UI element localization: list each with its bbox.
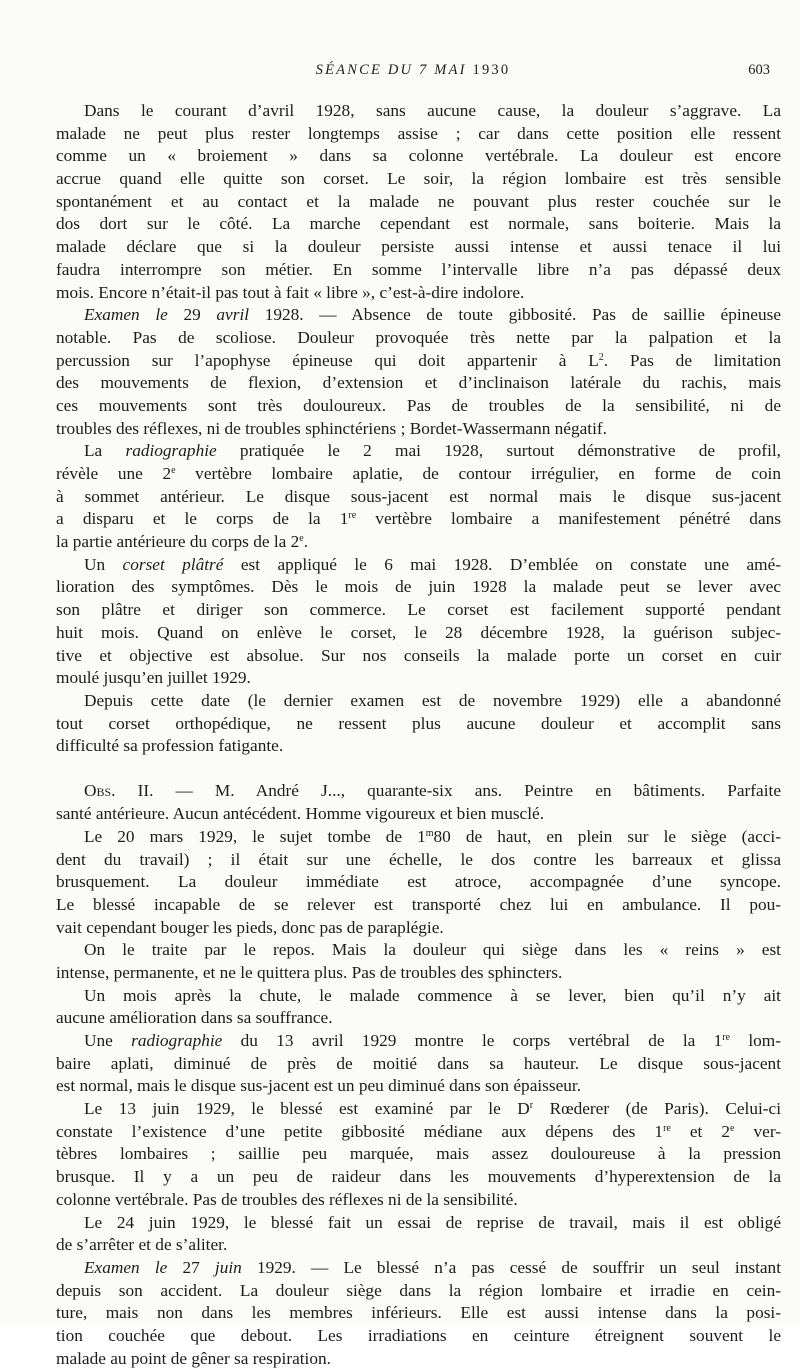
running-title [56,62,770,79]
paragraph [56,100,781,304]
text-run: des mouvements de flexion, d’extension et d’inclinaison latérale du rachis, mais [56,373,781,393]
text-run: dent du travail) ; il était sur une échelle, le dos contre les barreaux et glissa [56,849,781,869]
text-run: ture, mais non dans les membres inférieurs. Elle est aussi intense dans la posi- [56,1303,781,1323]
superscript: re [348,510,357,522]
italic-text: juin [214,1257,242,1277]
text-run: intense, permanente, et ne le quittera plus. Pas de troubles des sphincters. [56,962,563,982]
running-title-year: 1930 [472,62,511,78]
text-run: et 2 [670,1121,731,1141]
text-run: depuis son accident. La douleur siège dans la région lombaire et irradie en cein- [56,1280,781,1300]
text-line [56,463,781,486]
text-line [56,1302,781,1325]
text-line [56,236,781,259]
page-number: 603 [748,62,770,78]
text-line [56,1348,781,1370]
text-line [56,1234,781,1257]
text-line [56,1280,781,1303]
text-line [56,440,781,463]
text-run: difficulté sa profession fatigante. [56,736,284,756]
italic-text: Examen le [84,305,168,325]
text-run: accrue quand elle quitte son corset. Le soir, la région lombaire est très sensible [56,169,781,189]
text-run: vertèbre lombaire aplatie, de contour irrégulier, en forme de coin [175,464,781,483]
text-run: troubles des réflexes, ni de troubles sphinctériens ; Bordet-Wassermann négatif. [56,418,607,438]
text-line [56,985,781,1008]
italic-text: Examen le [84,1257,168,1277]
text-run: Le blessé incapable de se relever est transporté chez lui en ambulance. Il pou- [56,894,781,914]
text-run: Depuis cette date (le dernier examen est de novembre 1929) elle a abandonné [84,690,781,710]
text-run: lioration des symptômes. Dès le mois de juin 1928 la malade peut se lever avec [56,577,781,597]
italic-text: corset plâtré [122,554,224,574]
text-line [56,213,781,236]
text-run: 1928. — Absence de toute gibbosité. Pas de saillie épineuse [249,305,781,325]
text-run: moulé jusqu’en juillet 1929. [56,668,251,688]
paragraph [56,1030,781,1098]
text-line [56,145,781,168]
text-line [56,1143,781,1166]
text-run: constate l’existence d’une petite gibbosité médiane aux dépens des 1 [56,1121,664,1141]
text-line [56,894,781,917]
text-run: notable. Pas de scoliose. Douleur provoquée très nette par la palpation et la [56,327,781,347]
text-line [56,1030,781,1053]
text-line [56,667,781,690]
text-line [56,713,781,736]
text-line [56,939,781,962]
paragraph [56,440,781,553]
paragraph [56,1257,781,1370]
paragraph [56,1098,781,1211]
text-run: vait cependant bouger les pieds, donc pas de paraplégie. [56,917,444,937]
text-line [56,1053,781,1076]
text-line [56,168,781,191]
paragraph [56,304,781,440]
text-run: 29 [167,305,217,325]
text-line [56,1121,781,1144]
text-line [56,962,781,985]
text-run: vertèbre lombaire a manifestement pénétré dans [356,509,781,529]
text-line [56,645,781,668]
superscript: r [529,1100,534,1112]
text-run: santé antérieure. Aucun antécédent. Homme vigoureux et bien musclé. [56,804,545,824]
text-run: est normal, mais le disque sus-jacent est un peu diminué dans son épaisseur. [56,1076,582,1096]
text-run: à sommet antérieur. Le disque sous-jacent est normal mais le disque sus-jacent [56,486,781,506]
text-line [56,1189,781,1212]
text-run: lom- [730,1031,781,1050]
text-run: dos dort sur le côté. La marche cependant est normale, sans boiterie. Mais la [56,214,781,234]
text-line [56,917,781,940]
text-run: brusquement. La douleur immédiate est atroce, accompagnée d’une syncope. [56,872,781,892]
text-run: spontanément et au contact et la malade ne pouvant plus rester couchée sur le [56,191,781,211]
text-line [56,871,781,894]
italic-text: radiographie [125,441,217,461]
running-title-text: SÉANCE DU 7 MAI [315,62,467,78]
text-line [56,622,781,645]
text-run: mois. Encore n’était-il pas tout à fait « libre », c’est-à-dire indolore. [56,282,525,302]
text-run: faudra interrompre son métier. En somme l’intervalle libre n’a pas dépassé deux [56,259,781,279]
text-run: Rœderer (de Paris). Celui-ci [533,1099,781,1119]
text-run: malade déclare que si la douleur persiste aussi intense et aussi tenace il lui [56,237,781,257]
text-run: Le 20 mars 1929, le sujet tombe de 1 [84,826,426,846]
paragraph [56,554,781,690]
text-run: 27 [167,1257,215,1277]
text-run: malade au point de gêner sa respiration. [56,1348,331,1368]
running-head [56,62,770,82]
text-line [56,1075,781,1098]
text-line [56,372,781,395]
text-line [56,327,781,350]
text-run: Un [84,554,123,574]
text-line [56,1098,781,1121]
text-line [56,259,781,282]
text-line [56,803,781,826]
paragraph [56,985,781,1030]
text-run: Le 24 juin 1929, le blessé fait un essai de reprise de travail, mais il est obligé [84,1212,781,1232]
text-run: aucune amélioration dans sa souffrance. [56,1008,333,1028]
text-line [56,826,781,849]
paragraph [56,826,781,939]
text-run: percussion sur l’apophyse épineuse qui doit appartenir à L [56,350,599,370]
text-line [56,599,781,622]
superscript: re [663,1122,671,1134]
text-line [56,191,781,214]
text-line [56,100,781,123]
text-run: tèbres lombaires ; saillie peu marquée, mais assez douloureuse à la pression [56,1144,781,1164]
text-line [56,1257,781,1280]
text-line [56,395,781,418]
text-run: . [303,532,309,552]
text-run: On le traite par le repos. Mais la douleur qui siège dans les « reins » est [84,940,781,960]
superscript: e [299,533,304,545]
superscript: m [425,827,434,839]
superscript: e [171,465,176,476]
text-line [56,1325,781,1348]
text-run: Un mois après la chute, le malade commence à se lever, bien qu’il n’y ait [84,985,781,1005]
paragraph [56,780,781,825]
text-run: La [84,441,126,461]
text-run: ver- [734,1121,781,1141]
text-line [56,282,781,305]
text-run: a disparu et le corps de la 1 [56,509,349,529]
text-line [56,1212,781,1235]
text-run: malade ne peut plus rester longtemps assise ; car dans cette position elle ressent [56,123,781,143]
text-run: Le 13 juin 1929, le blessé est examiné par le D [84,1099,530,1119]
text-line [56,735,781,758]
paragraph [56,1212,781,1257]
text-run: tout corset orthopédique, ne ressent plus aucune douleur et accomplit sans [56,713,781,733]
italic-text: avril [216,305,250,325]
text-line [56,486,781,509]
small-caps-text: Obs. II. [84,781,154,801]
text-line [56,418,781,441]
text-run: huit mois. Quand on enlève le corset, le 28 décembre 1928, la guérison subjec- [56,622,781,642]
section-gap [56,758,781,781]
text-line [56,554,781,577]
superscript: re [722,1032,731,1043]
text-line [56,576,781,599]
text-run: Une [84,1031,132,1050]
text-line [56,123,781,146]
text-run: colonne vertébrale. Pas de troubles des réflexes ni de la sensibilité. [56,1189,518,1209]
paragraph [56,939,781,984]
text-run: tion couchée que debout. Les irradiations en ceinture étreignent souvent le [56,1325,781,1345]
text-run: révèle une 2 [56,464,172,483]
text-run: 1929. — Le blessé n’a pas cessé de souffrir un seul instant [241,1257,781,1277]
body-text [56,100,781,1370]
text-run: de s’arrêter et de s’aliter. [56,1235,228,1255]
text-run: du 13 avril 1929 montre le corps vertébral de la 1 [222,1031,723,1050]
paragraph [56,690,781,758]
superscript: 2 [598,351,604,363]
text-run: comme un « broiement » dans sa colonne vertébrale. La douleur est encore [56,146,781,166]
text-line [56,304,781,327]
text-run: la partie antérieure du corps de la 2 [56,532,300,552]
superscript: e [730,1122,735,1134]
text-run: son plâtre et diriger son commerce. Le corset est facilement supporté pendant [56,600,781,620]
text-run: baire aplati, diminué de près de moitié dans sa hauteur. Le disque sous-jacent [56,1053,781,1073]
text-run: Dans le courant d’avril 1928, sans aucune cause, la douleur s’aggrave. La [84,101,781,120]
text-line [56,1007,781,1030]
text-run: pratiquée le 2 mai 1928, surtout démonstrative de profil, [216,441,781,461]
text-line [56,531,781,554]
text-line [56,350,781,373]
text-run: — M. André J..., quarante-six ans. Peintre en bâtiments. Parfaite [153,781,781,801]
text-run: ces mouvements sont très douloureux. Pas de troubles de la sensibilité, ni de [56,395,781,415]
italic-text: radiographie [131,1031,223,1050]
text-run: brusque. Il y a un peu de raideur dans les mouvements d’hyperextension de la [56,1167,781,1187]
text-run: tive et objective est absolue. Sur nos conseils la malade porte un corset en cuir [56,645,781,665]
text-line [56,1166,781,1189]
text-run: . Pas de limitation [603,350,781,370]
text-run: 80 de haut, en plein sur le siège (acci- [433,826,781,846]
text-run: est appliqué le 6 mai 1928. D’emblée on constate une amé- [223,554,781,574]
text-line [56,780,781,803]
text-line [56,849,781,872]
text-line [56,508,781,531]
text-line [56,690,781,713]
